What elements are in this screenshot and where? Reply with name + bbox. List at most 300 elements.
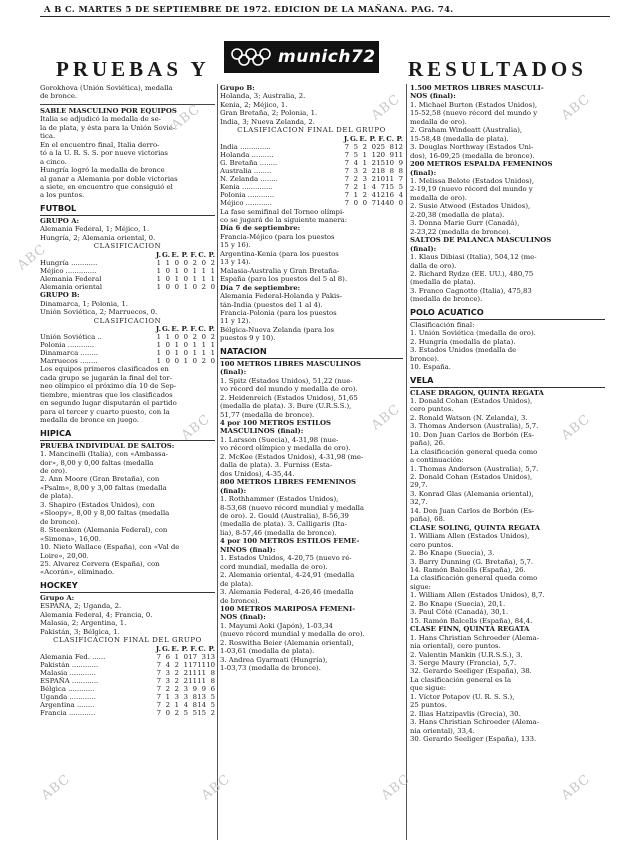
stat-cell: 1 bbox=[201, 266, 206, 275]
text-line: 1. Víctor Potapov (U. R. S. S.), bbox=[410, 692, 515, 701]
team-name: N. Zelanda ........ bbox=[220, 175, 278, 184]
table-row bbox=[220, 199, 403, 207]
text-line: dalla de oro). bbox=[410, 261, 457, 270]
stat-cell: 0 bbox=[165, 349, 170, 358]
text-line: vo récord olímpico y medalla de oro). bbox=[220, 444, 351, 453]
stat-cell: 2 bbox=[192, 258, 197, 267]
section-heading: VELA bbox=[410, 375, 605, 388]
text-line: 30. Gerardo Seeliger (España), 133. bbox=[410, 735, 537, 744]
text-line: Hungría, 2; Alemania oriental, 0. bbox=[40, 233, 156, 242]
event-heading: Día 7 de septiembre: bbox=[220, 283, 301, 292]
text-line: 1. Melissa Belote (Estados Unidos), bbox=[410, 176, 535, 185]
text-line: 2-20,38 (medalla de plata). bbox=[410, 210, 505, 219]
stat-cell: 17 bbox=[188, 660, 197, 669]
stat-cell: 2 bbox=[183, 668, 188, 677]
table-row bbox=[40, 357, 215, 365]
stat-cell: 2 bbox=[362, 142, 367, 151]
text-line: 3. Franco Cagnotto (Italia), 475,83 bbox=[410, 286, 532, 295]
stat-cell: 1 bbox=[174, 349, 179, 358]
text-line: Malasia-Australia y Gran Bretaña- bbox=[220, 266, 340, 275]
stat-cell: 0 bbox=[398, 199, 403, 208]
stat-cell: 2 bbox=[353, 175, 358, 184]
section-heading: HOCKEY bbox=[40, 580, 215, 593]
stat-cell: 7 bbox=[344, 142, 349, 151]
stat-cell: 0 bbox=[165, 266, 170, 275]
stat-cell: 9 bbox=[192, 685, 197, 694]
stat-cell: 4 bbox=[398, 191, 403, 200]
stat-cell: 0 bbox=[183, 349, 188, 358]
logo-text: munich72 bbox=[278, 47, 376, 67]
text-line: 2-19,19 (nuevo récord del mundo y bbox=[410, 185, 533, 194]
stat-cell: 0 bbox=[174, 357, 179, 366]
stat-cell: 3 bbox=[174, 693, 179, 702]
text-line: 2. Bo Knape (Suecia), 3. bbox=[410, 549, 495, 558]
text-line: Loire», 20,00. bbox=[40, 551, 89, 560]
stat-cell: 1 bbox=[192, 341, 197, 350]
team-name: Holanda .......... bbox=[220, 150, 274, 159]
text-line: 3. Thomas Anderson (Australia), 5,7. bbox=[410, 422, 539, 431]
stat-cell: 3 bbox=[362, 175, 367, 184]
stat-cell: 7 bbox=[344, 199, 349, 208]
stat-cell: 2 bbox=[174, 668, 179, 677]
stat-cell: 0 bbox=[174, 333, 179, 342]
column-header: P. bbox=[396, 134, 403, 143]
text-line: 2. Roswitha Beier (Alemania oriental), bbox=[220, 638, 354, 647]
stat-cell: 1 bbox=[156, 357, 161, 366]
text-line: 2-23,22 (medalla de bronce). bbox=[410, 227, 511, 236]
event-heading: 4 por 100 METROS ESTILOS bbox=[220, 418, 331, 427]
stat-cell: 0 bbox=[165, 341, 170, 350]
table-row bbox=[40, 259, 215, 267]
event-heading: NOS (final): bbox=[410, 92, 456, 101]
text-line: Alemania Federal, 4; Francia, 0. bbox=[40, 610, 153, 619]
stat-cell: 1 bbox=[174, 652, 179, 661]
event-heading: PRUEBA INDIVIDUAL DE SALTOS: bbox=[40, 441, 175, 450]
text-line: (medalla de bronce). bbox=[410, 295, 483, 304]
column-header: J. bbox=[343, 134, 349, 143]
stat-cell: 1 bbox=[210, 274, 215, 283]
text-line: sigue: bbox=[410, 582, 431, 591]
text-line: La clasificación general es la bbox=[410, 675, 512, 684]
team-name: Malasia ............ bbox=[40, 668, 96, 677]
stat-cell: 15 bbox=[376, 159, 385, 167]
text-line: 2. Richard Rydze (EE. UU.), 480,75 bbox=[410, 269, 534, 278]
table-row bbox=[40, 709, 215, 717]
table-header-row bbox=[220, 135, 403, 143]
text-line: 10. Don Juan Carlos de Borbón (Es- bbox=[410, 430, 535, 439]
text-line: 8. Steenken (Alemania Federal), con bbox=[40, 526, 168, 535]
text-line: Dinamarca, 1; Polonia, 1. bbox=[40, 299, 129, 308]
text-line: 3. Konrad Glas (Alemania oriental), bbox=[410, 489, 534, 498]
stat-cell: 13 bbox=[197, 693, 206, 702]
text-line: a siete, en encuentro que consiguió el bbox=[40, 182, 173, 191]
text-line: En el encuentro final, Italia derro- bbox=[40, 140, 160, 149]
table-row bbox=[40, 685, 215, 693]
text-line: 2. Ilias Hatzipavlis (Grecia), 30. bbox=[410, 709, 521, 718]
table-row bbox=[40, 349, 215, 357]
stat-cell: 4 bbox=[371, 191, 376, 200]
stat-cell: 2 bbox=[174, 709, 179, 718]
stat-cell: 0 bbox=[362, 199, 367, 208]
text-line: dos Unidos), 4-35,44. bbox=[220, 469, 295, 478]
text-line: de bronce). bbox=[40, 517, 80, 526]
stat-cell: 1 bbox=[192, 266, 197, 275]
text-line: dalla de plata). 3. Furniss (Esta- bbox=[220, 461, 333, 470]
text-line: paña), 26. bbox=[410, 439, 446, 448]
event-heading: (final): bbox=[410, 168, 437, 177]
text-line: tó a la U. R. S. S. por nueve victorias bbox=[40, 149, 168, 158]
team-name: Polonia ............ bbox=[220, 191, 275, 200]
text-line: 1. Mancinelli (Italia), con «Ambassa- bbox=[40, 450, 169, 459]
text-line: dor», 8,00 y 0,00 faltas (medalla bbox=[40, 458, 154, 467]
watermark: ABC bbox=[558, 411, 594, 444]
stat-cell: 1 bbox=[192, 349, 197, 358]
team-name: Francia ............ bbox=[40, 709, 96, 718]
text-line: Pakistán, 3; Bélgica, 1. bbox=[40, 627, 120, 636]
text-line: «Psalm», 8,00 y 3,00 faltas (medalla bbox=[40, 483, 167, 492]
stat-cell: 7 bbox=[371, 199, 376, 208]
column-header: P. bbox=[181, 250, 188, 259]
stat-cell: 1 bbox=[362, 159, 367, 167]
table-row bbox=[40, 267, 215, 275]
stat-cell: 1 bbox=[156, 341, 161, 350]
text-line: medalla de bronce en juego. bbox=[40, 416, 139, 425]
column-header: E. bbox=[171, 644, 179, 653]
event-heading: CLASE FINN, QUINTA REGATA bbox=[410, 625, 530, 634]
stat-cell: 25 bbox=[376, 142, 385, 151]
stat-cell: 7 bbox=[344, 167, 349, 176]
text-line: 32,7. bbox=[410, 498, 428, 507]
text-line: Clasificación final: bbox=[410, 320, 475, 329]
stat-cell: 1 bbox=[174, 701, 179, 710]
text-line: lia), 8-57,46 (medalla de bronce). bbox=[220, 528, 337, 537]
team-name: India .............. bbox=[220, 142, 271, 151]
stat-cell: 0 bbox=[353, 199, 358, 208]
stat-cell: 12 bbox=[376, 191, 385, 200]
stat-cell: 3 bbox=[353, 167, 358, 176]
table-caption: CLASIFICACION FINAL DEL GRUPO bbox=[53, 636, 202, 645]
event-heading: CLASE SOLING, QUINTA REGATA bbox=[410, 523, 541, 532]
text-line: de plata). bbox=[40, 492, 74, 501]
text-line: (medalla de plata). 3. Bure (U.R.S.S.), bbox=[220, 402, 352, 411]
text-line: 14. Don Juan Carlos de Borbón (Es- bbox=[410, 506, 535, 515]
text-line: 1. William Allen (Estados Unidos), bbox=[410, 532, 530, 541]
stat-cell: 17 bbox=[188, 652, 197, 661]
text-line: cero puntos. bbox=[410, 405, 454, 414]
event-heading: 100 METROS LIBRES MASCULINOS bbox=[220, 359, 361, 368]
column-header: G. bbox=[161, 644, 170, 653]
column-header: P. bbox=[208, 644, 215, 653]
stat-cell: 2 bbox=[165, 685, 170, 694]
stat-cell: 1 bbox=[210, 341, 215, 350]
column-header: F. bbox=[190, 324, 197, 333]
text-line: «Simona», 16,00. bbox=[40, 534, 101, 543]
text-line: Bélgica-Nueva Zelanda (para los bbox=[220, 325, 335, 334]
column-header: C. bbox=[198, 324, 206, 333]
title-left: PRUEBAS Y bbox=[56, 57, 210, 81]
event-heading: NINOS (final): bbox=[220, 545, 276, 554]
stat-cell: 12 bbox=[394, 142, 403, 151]
event-heading: 4 por 100 METROS ESTILOS FEME- bbox=[220, 537, 360, 546]
stat-cell: 9 bbox=[389, 150, 394, 159]
stat-cell: 2 bbox=[201, 357, 206, 366]
text-line: cero puntos. bbox=[410, 540, 454, 549]
text-line: 29,7. bbox=[410, 481, 428, 490]
text-line: 10. Nieto Wallace (España), con «Val de bbox=[40, 543, 180, 552]
text-line: 2. Heidenreich (Estados Unidos), 51,65 bbox=[220, 393, 358, 402]
text-line: 1. Rothhammer (Estados Unidos), bbox=[220, 495, 339, 504]
stat-cell: 1 bbox=[174, 341, 179, 350]
column-header: C. bbox=[386, 134, 394, 143]
stat-cell: 5 bbox=[353, 150, 358, 159]
stat-cell: 2 bbox=[371, 159, 376, 167]
team-name: Alemania Fed. ...... bbox=[40, 652, 106, 661]
stat-cell: 7 bbox=[380, 183, 385, 192]
team-name: Méjico .............. bbox=[40, 266, 97, 275]
text-line: 1-03,73 (medalla de bronce). bbox=[220, 664, 321, 673]
stat-cell: 1 bbox=[371, 150, 376, 159]
text-line: vo récord del mundo y medalla de oro). bbox=[220, 385, 358, 394]
stat-cell: 4 bbox=[371, 183, 376, 192]
stat-cell: 5 bbox=[210, 701, 215, 710]
event-heading: 200 METROS ESPALDA FEMENINOS bbox=[410, 160, 553, 169]
text-line: a los puntos. bbox=[40, 191, 85, 200]
stat-cell: 2 bbox=[174, 685, 179, 694]
text-line: 1. Donald Cohan (Estados Unidos), bbox=[410, 396, 533, 405]
text-line: 3. Paul Côté (Canadá), 30,1. bbox=[410, 608, 509, 617]
text-line: a cinco. bbox=[40, 157, 67, 166]
text-line: 3. Douglas Northway (Estados Uni- bbox=[410, 143, 534, 152]
text-line: de oro). bbox=[40, 466, 68, 475]
stat-cell: 2 bbox=[353, 183, 358, 192]
stat-cell: 1 bbox=[174, 274, 179, 283]
text-line: India, 3; Nueva Zelanda, 2. bbox=[220, 117, 315, 126]
stat-cell: 1 bbox=[183, 357, 188, 366]
team-name: Australia ........ bbox=[220, 167, 272, 176]
table-header-row bbox=[40, 325, 215, 333]
stat-cell: 8 bbox=[192, 693, 197, 702]
text-line: medalla de oro). bbox=[410, 117, 467, 126]
column-rule-1 bbox=[217, 84, 218, 840]
stat-cell: 0 bbox=[192, 357, 197, 366]
text-line: Francia-Méjico (para los puestos bbox=[220, 232, 335, 241]
running-head: A B C. MARTES 5 DE SEPTIEMBRE DE 1972. EDICION DE LA MAÑANA. PAG. 74. bbox=[44, 4, 454, 14]
stat-cell: 1 bbox=[174, 266, 179, 275]
stat-cell: 0 bbox=[183, 333, 188, 342]
text-line: Unión Soviética, 2; Marruecos, 0. bbox=[40, 308, 158, 317]
stat-cell: 11 bbox=[197, 668, 206, 677]
text-line: 14. Ramón Balcells (España), 26. bbox=[410, 566, 526, 575]
text-line: (nuevo récord mundial y medalla de oro). bbox=[220, 630, 365, 639]
stat-cell: 0 bbox=[210, 357, 215, 366]
text-line: tiembre, mientras que los clasificados bbox=[40, 390, 173, 399]
stat-cell: 3 bbox=[183, 693, 188, 702]
event-heading: MASCULINOS (final): bbox=[220, 427, 304, 436]
column-header: P. bbox=[181, 324, 188, 333]
team-name: Dinamarca ........ bbox=[40, 349, 98, 358]
text-line: tán-India (puestos del 1 al 4). bbox=[220, 300, 323, 309]
text-line: 2. Ronald Watson (N. Zelanda), 3. bbox=[410, 413, 528, 422]
text-line: 1-03,61 (medalla de plata). bbox=[220, 647, 315, 656]
team-name: Kenia .............. bbox=[220, 183, 273, 192]
olympic-rings-icon bbox=[230, 48, 272, 66]
text-line: La clasificación general queda como bbox=[410, 447, 538, 456]
stat-cell: 14 bbox=[376, 199, 385, 208]
team-name: G. Bretaña ........ bbox=[220, 159, 278, 167]
text-line: 32. Gerardo Seeliger (España), 38. bbox=[410, 667, 532, 676]
text-line: 1. Klaus Dibiasi (Italia), 504,12 (me- bbox=[410, 253, 537, 262]
watermark: ABC bbox=[368, 91, 404, 124]
stat-cell: 8 bbox=[389, 167, 394, 176]
column-header: J. bbox=[155, 644, 161, 653]
table-header-row bbox=[40, 251, 215, 259]
column-header: F. bbox=[190, 644, 197, 653]
team-name: Alemania Federal bbox=[40, 274, 102, 283]
event-heading: GRUPO B: bbox=[40, 291, 80, 300]
text-line: 1. Thomas Anderson (Australia), 5,7. bbox=[410, 464, 539, 473]
table-row bbox=[220, 183, 403, 191]
top-rule bbox=[40, 16, 610, 17]
text-line: Argentina-Kenia (para los puestos bbox=[220, 249, 339, 258]
text-line: 1. Unión Soviética (medalla de oro). bbox=[410, 329, 536, 338]
watermark: ABC bbox=[378, 771, 414, 804]
table-row bbox=[40, 275, 215, 283]
stat-cell: 0 bbox=[165, 709, 170, 718]
team-name: ESPAÑA ............ bbox=[40, 676, 99, 685]
text-line: 1. Mayumi Aoki (Japón), 1-03,34 bbox=[220, 621, 333, 630]
text-line: cada grupo se jugarán la final del tor- bbox=[40, 373, 172, 382]
text-line: Malasia, 2; Argentina, 1. bbox=[40, 619, 127, 628]
text-line: 1. Larsson (Suecia), 4-31,98 (nue- bbox=[220, 435, 339, 444]
text-line: Alemania Federal, 1; Méjico, 1. bbox=[40, 225, 150, 234]
column-header: C. bbox=[198, 644, 206, 653]
text-line: 8-53,68 (nuevo récord mundial y medalla bbox=[220, 503, 365, 512]
watermark: ABC bbox=[558, 771, 594, 804]
stat-cell: 5 bbox=[353, 142, 358, 151]
text-line: nia oriental), cero puntos. bbox=[410, 642, 501, 651]
text-line: 13 y 14). bbox=[220, 258, 251, 267]
text-line: paña), 68. bbox=[410, 515, 446, 524]
text-line: 3. Donna Marie Gurr (Canadá), bbox=[410, 219, 520, 228]
table-row bbox=[220, 151, 403, 159]
event-heading: Grupo A: bbox=[40, 593, 75, 602]
stat-cell: 10 bbox=[376, 175, 385, 184]
stat-cell: 1 bbox=[165, 333, 170, 342]
team-name: Unión Soviética .. bbox=[40, 333, 102, 342]
stat-cell: 7 bbox=[156, 701, 161, 710]
stat-cell: 20 bbox=[376, 150, 385, 159]
text-line: 11 y 12). bbox=[220, 317, 251, 326]
stat-cell: 1 bbox=[192, 274, 197, 283]
stat-cell: 8 bbox=[210, 668, 215, 677]
event-heading: (final): bbox=[220, 368, 247, 377]
stat-cell: 40 bbox=[385, 199, 394, 208]
stat-cell: 1 bbox=[210, 266, 215, 275]
stat-cell: 7 bbox=[344, 175, 349, 184]
table-row bbox=[220, 143, 403, 151]
column-header bbox=[220, 135, 340, 143]
text-line: 2. Ann Moore (Gran Bretaña), con bbox=[40, 475, 160, 484]
text-line: 1. William Allen (Estados Unidos), 8,7. bbox=[410, 591, 545, 600]
stat-cell: 0 bbox=[201, 258, 206, 267]
stat-cell: 3 bbox=[165, 676, 170, 685]
team-name: Alemania oriental bbox=[40, 283, 103, 292]
stat-cell: 4 bbox=[353, 159, 358, 167]
text-line: al ganar a Alemania por doble victorias bbox=[40, 174, 178, 183]
text-line: nia oriental), 33,4. bbox=[410, 726, 475, 735]
stat-cell: 2 bbox=[192, 333, 197, 342]
stat-cell: 13 bbox=[206, 652, 215, 661]
text-line: de bronce. bbox=[40, 92, 78, 101]
stat-cell: 8 bbox=[210, 676, 215, 685]
team-name: Hungría ............ bbox=[40, 258, 98, 267]
section-heading: POLO ACUATICO bbox=[410, 307, 605, 320]
stat-cell: 2 bbox=[165, 701, 170, 710]
stat-cell: 10 bbox=[385, 159, 394, 167]
stat-cell: 1 bbox=[156, 283, 161, 292]
table-row bbox=[40, 677, 215, 685]
stat-cell: 7 bbox=[344, 150, 349, 159]
stat-cell: 0 bbox=[165, 274, 170, 283]
text-line: 3. Serge Maury (Francia), 5,7. bbox=[410, 659, 517, 667]
stat-cell: 7 bbox=[344, 159, 349, 167]
stat-cell: 2 bbox=[210, 333, 215, 342]
team-name: Pakistán ............ bbox=[40, 660, 99, 669]
text-line: 3. Barry Dunning (G. Bretaña), 5,7. bbox=[410, 557, 534, 566]
event-heading: Día 6 de septiembre: bbox=[220, 224, 301, 233]
text-line: dos), 16-09,25 (medalla de bronce). bbox=[410, 151, 535, 160]
event-heading: SABLE MASCULINO POR EQUIPOS bbox=[40, 106, 177, 115]
separator-rule bbox=[40, 104, 215, 105]
text-line: 1. Hans Christian Schroeder (Alema- bbox=[410, 633, 539, 642]
standings-table bbox=[40, 251, 215, 291]
stat-cell: 15 bbox=[385, 183, 394, 192]
table-caption: CLASIFICACION bbox=[93, 242, 162, 251]
text-line: La fase semifinal del Torneo olímpi- bbox=[220, 207, 345, 216]
stat-cell: 5 bbox=[183, 709, 188, 718]
stat-cell: 5 bbox=[398, 183, 403, 192]
text-line: 15 y 16). bbox=[220, 241, 251, 250]
watermark: ABC bbox=[178, 411, 214, 444]
column-header: E. bbox=[171, 324, 179, 333]
stat-cell: 7 bbox=[344, 191, 349, 200]
stat-cell: 4 bbox=[165, 660, 170, 669]
text-line: Francia-Polonia (para los puestos bbox=[220, 309, 337, 317]
stat-cell: 1 bbox=[353, 191, 358, 200]
stat-cell: 2 bbox=[362, 167, 367, 176]
stat-cell: 1 bbox=[183, 283, 188, 292]
column-header: G. bbox=[349, 134, 358, 143]
column-header: C. bbox=[198, 250, 206, 259]
stat-cell: 5 bbox=[192, 709, 197, 718]
text-line: puestos 9 y 10). bbox=[220, 334, 276, 343]
text-line: 51,77 (medalla de bronce). bbox=[220, 410, 315, 419]
table-row bbox=[40, 701, 215, 709]
stat-cell: 11 bbox=[394, 150, 403, 159]
text-line: a continuación: bbox=[410, 456, 464, 465]
stat-cell: 0 bbox=[183, 266, 188, 275]
team-name: Marruecos ........ bbox=[40, 357, 98, 366]
stat-cell: 18 bbox=[376, 167, 385, 176]
stat-cell: 9 bbox=[398, 159, 403, 167]
table-caption: CLASIFICACION bbox=[93, 316, 162, 325]
stat-cell: 10 bbox=[206, 660, 215, 669]
text-line: Hungría logró la medalla de bronce bbox=[40, 166, 165, 175]
stat-cell: 1 bbox=[362, 183, 367, 192]
text-line: 2. Hungría (medalla de plata). bbox=[410, 337, 516, 346]
text-line: 3. Shapiro (Estados Unidos), con bbox=[40, 500, 155, 509]
text-line: 3. Andrea Gyarmati (Hungría), bbox=[220, 655, 328, 664]
